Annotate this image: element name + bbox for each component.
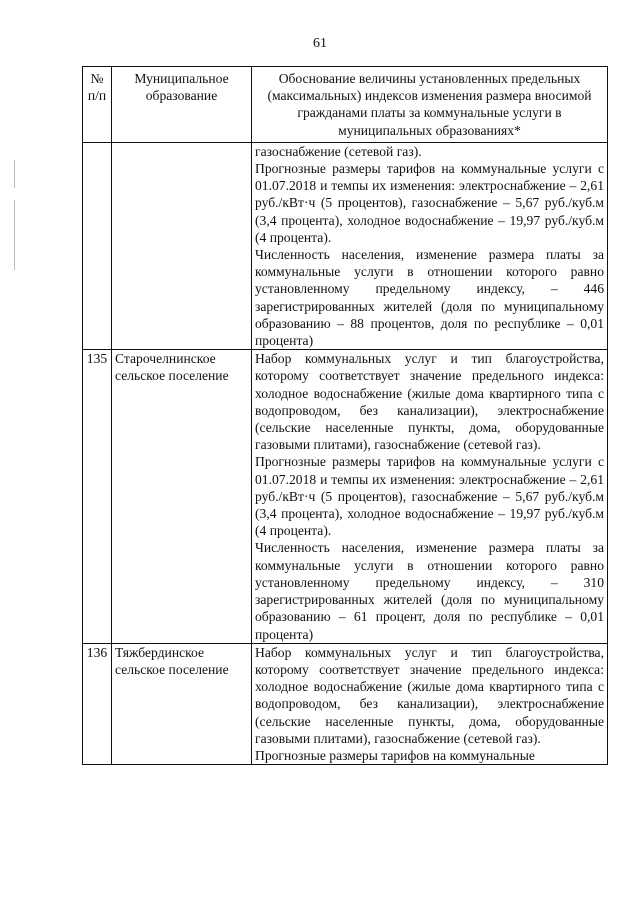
row-justification (252, 142, 608, 349)
table-header-row (83, 67, 608, 143)
row-number: 136 (83, 643, 112, 764)
paragraph: Набор коммунальных услуг и тип благоустройства, которому соответствует значение предельного индекса: холодное водоснабжение (жилые дома квартирного типа с водопроводом, без канализации), электроснабжение (сельские населенные пункты, дома, оборудованные газовыми плитами), газоснабжение (сетевой газ). (255, 644, 604, 746)
paragraph: Численность населения, изменение размера платы за коммунальные услуги в отношении которого равно установленному предельному индексу, – 310 зарегистрированных жителей (доля по муниципальному образованию – 61 процент, доля по республике – 0,01 процента) (255, 540, 604, 642)
table-row (83, 643, 608, 764)
tariff-justification-table (82, 66, 608, 765)
table-row (83, 142, 608, 349)
paragraph: Набор коммунальных услуг и тип благоустройства, которому соответствует значение предельного индекса: холодное водоснабжение (жилые дома квартирного типа с водопроводом, без канализации), электроснабжение (сельские населенные пункты, дома, оборудованные газовыми плитами), газоснабжение (сетевой газ). (255, 351, 604, 453)
paragraph: газоснабжение (сетевой газ). (255, 143, 422, 159)
row-municipality: Старочелнинское сельское поселение (112, 350, 252, 643)
paragraph: Численность населения, изменение размера платы за коммунальные услуги в отношении которого равно установленному предельному индексу, – 446 зарегистрированных жителей (доля по муниципальному образованию – 88 процентов, доля по республике – 0,01 процента) (255, 247, 604, 349)
paragraph: Прогнозные размеры тарифов на коммунальные (255, 747, 535, 763)
row-municipality: Тяжбердинское сельское поселение (112, 643, 252, 764)
row-number: 135 (83, 350, 112, 643)
row-justification (252, 350, 608, 643)
page-number: 61 (313, 36, 327, 51)
header-num: № п/п (83, 67, 112, 143)
header-municipality: Муниципальное образование (112, 67, 252, 143)
paragraph: Прогнозные размеры тарифов на коммунальные услуги с 01.07.2018 и темпы их изменения: электроснабжение – 2,61 руб./кВт·ч (5 процентов), газоснабжение – 5,67 руб./куб.м (3,4 процента), холодное водоснабжение – 19,97 руб./куб.м (4 процента). (255, 454, 604, 539)
paragraph: Прогнозные размеры тарифов на коммунальные услуги с 01.07.2018 и темпы их изменения: электроснабжение – 2,61 руб./кВт·ч (5 процентов), газоснабжение – 5,67 руб./куб.м (3,4 процента), холодное водоснабжение – 19,97 руб./куб.м (4 процента). (255, 161, 604, 245)
table-row (83, 350, 608, 643)
header-justification: Обоснование величины установленных предельных (максимальных) индексов изменения размера вносимой гражданами платы за коммунальные услуги в муниципальных образованиях* (252, 67, 608, 143)
row-number (83, 142, 112, 349)
row-municipality (112, 142, 252, 349)
margin-binding-mark (14, 200, 15, 270)
margin-binding-mark (14, 160, 15, 188)
row-justification (252, 643, 608, 764)
